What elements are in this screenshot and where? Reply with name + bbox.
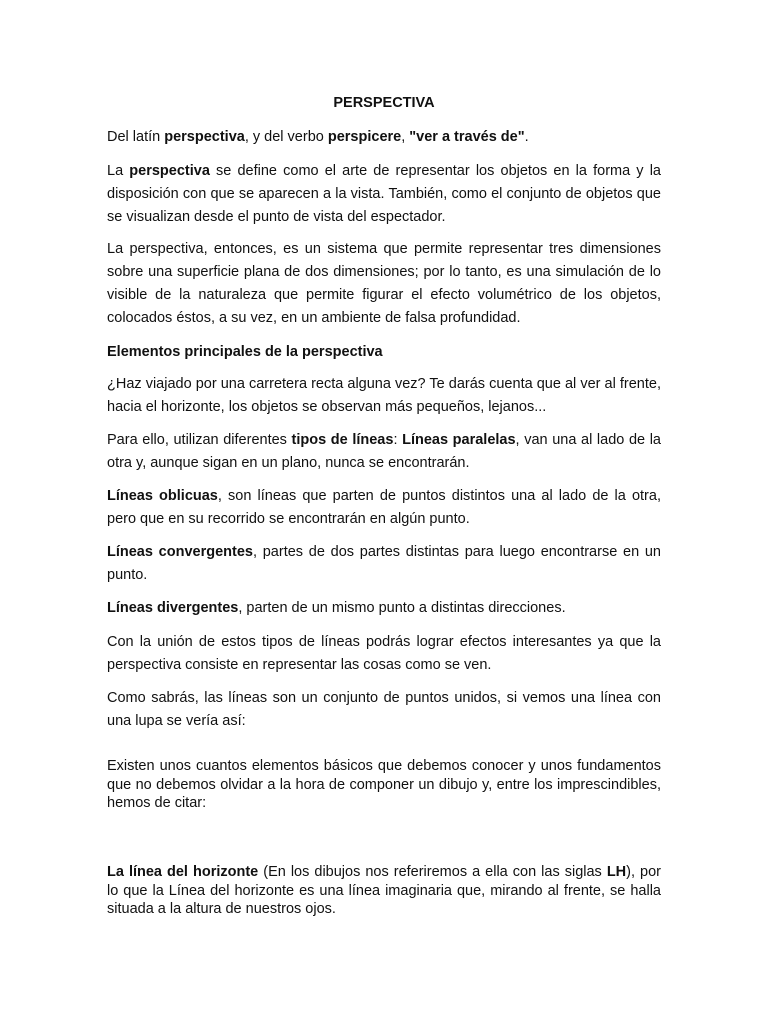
paragraph-basic-elements: Existen unos cuantos elementos básicos que debemos conocer y unos fundamentos que no debemos olvidar a la hora de componer un dibujo y, entre los imprescindibles, hemos de citar: [107, 758, 661, 811]
paragraph-divergent-lines: Líneas divergentes, parten de un mismo punto a distintas direcciones. [107, 600, 566, 616]
paragraph-horizon-line: La línea del horizonte (En los dibujos nos referiremos a ella con las siglas LH), por lo que la Línea del horizonte es una línea imaginaria que, mirando al frente, se halla situada a la altura de nuestros ojos. [107, 864, 661, 917]
paragraph-magnifier: Como sabrás, las líneas son un conjunto de puntos unidos, si vemos una línea con una lupa se vería así: [107, 690, 661, 729]
paragraph-oblique-lines: Líneas oblicuas, son líneas que parten de puntos distintos una al lado de la otra, pero que en su recorrido se encontrarán en algún punto. [107, 488, 661, 527]
paragraph-definition: La perspectiva se define como el arte de representar los objetos en la forma y la disposición con que se aparecen a la vista. También, como el conjunto de objetos que se visualizan desde el punto de vista del espectador. [107, 163, 661, 225]
section-heading: Elementos principales de la perspectiva [107, 344, 383, 360]
paragraph-convergent-lines: Líneas convergentes, partes de dos partes distintas para luego encontrarse en un punto. [107, 544, 661, 583]
page-title: PERSPECTIVA [333, 95, 435, 111]
paragraph-system: La perspectiva, entonces, es un sistema que permite representar tres dimensiones sobre una superficie plana de dos dimensiones; por lo tanto, es una simulación de lo visible de la naturaleza que permite figurar el efecto volumétrico de los objetos, colocados éstos, a su vez, en un ambiente de falsa profundidad. [107, 241, 661, 326]
paragraph-road: ¿Haz viajado por una carretera recta alguna vez? Te darás cuenta que al ver al frente, hacia el horizonte, los objetos se observan más pequeños, lejanos... [107, 376, 661, 415]
paragraph-parallel-lines: Para ello, utilizan diferentes tipos de líneas: Líneas paralelas, van una al lado de la otra y, aunque sigan en un plano, nunca se encontrarán. [107, 432, 661, 471]
paragraph-etymology: Del latín perspectiva, y del verbo perspicere, "ver a través de". [107, 129, 529, 145]
paragraph-union-lines: Con la unión de estos tipos de líneas podrás lograr efectos interesantes ya que la perspectiva consiste en representar las cosas como se ven. [107, 634, 661, 673]
